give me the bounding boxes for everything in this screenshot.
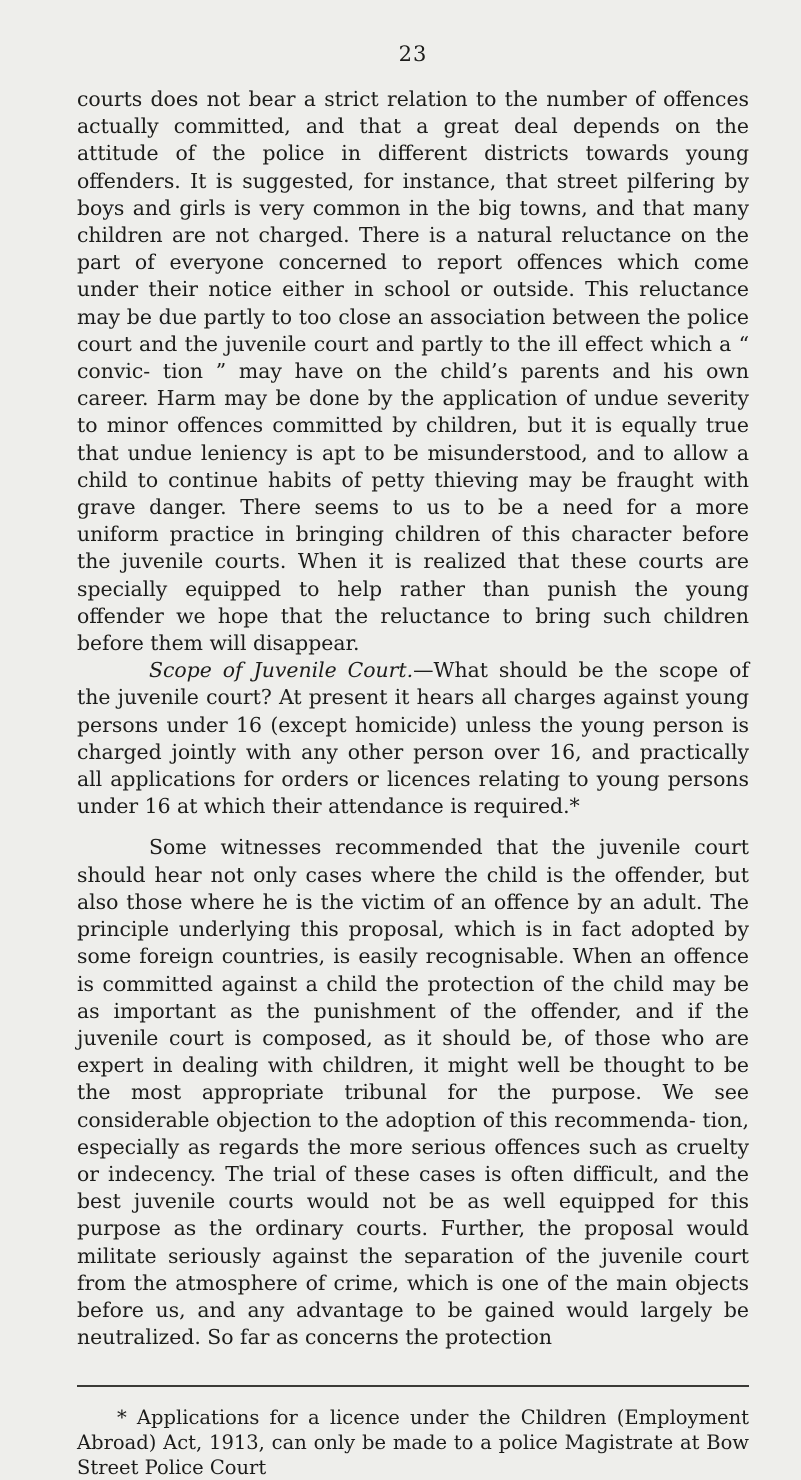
paragraph-scope-text: —What should be the scope of the juvenile court? At present it hears all charges against young persons under 16 (except homicide) unless the young person is charged jointly with any other person over 16, and practically all applications for orders or licences relating to young persons under 16 at which their attendance is required.* [77,658,750,819]
paragraph-scope [77,657,749,820]
paragraph-continued: courts does not bear a strict relation to the number of offences actually committed, and that a great deal depends on the attitude of the police in different districts towards young offenders. It is suggested, for instance, that street pilfering by boys and girls is very common in the big towns, and that many children are not charged. There is a natural reluctance on the part of everyone concerned to report offences which come under their notice either in school or outside. This reluctance may be due partly to too close an association between the police court and the juvenile court and partly to the ill effect which a “ convic- tion ” may have on the child’s parents and his own career. Harm may be done by the application of undue severity to minor offences committed by children, but it is equally true that undue leniency is apt to be misunderstood, and to allow a child to continue habits of petty thieving may be fraught with grave danger. There seems to us to be a need for a more uniform practice in bringing children of this character before the juvenile courts. When it is realized that these courts are specially equipped to help rather than punish the young offender we hope that the reluctance to bring such children before them will disappear. [77,87,749,656]
section-heading-scope: Scope of Juvenile Court. [149,658,414,683]
page-number: 23 [398,42,428,66]
paragraph-witnesses: Some witnesses recommended that the juvenile court should hear not only cases where the child is the offender, but also those where he is the victim of an offence by an adult. The principle underlying this proposal, which is in fact adopted by some foreign countries, is easily recognisable. When an offence is committed against a child the protection of the child may be as important as the punishment of the offender, and if the juvenile court is composed, as it should be, of those who are expert in dealing with children, it might well be thought to be the most appropriate tribunal for the purpose. We see considerable objection to the adoption of this recommenda- tion, especially as regards the more serious offences such as cruelty or indecency. The trial of these cases is often difficult, and the best juvenile courts would not be as well equipped for this purpose as the ordinary courts. Further, the proposal would militate seriously against the separation of the juvenile court from the atmosphere of crime, which is one of the main objects before us, and any advantage to be gained would largely be neutralized. So far as concerns the protection [77,835,749,1350]
footnote-divider [77,1385,749,1387]
footnote: * Applications for a licence under the Children (Employment Abroad) Act, 1913, can only be made to a police Magistrate at Bow Street Police Court [77,1406,749,1480]
